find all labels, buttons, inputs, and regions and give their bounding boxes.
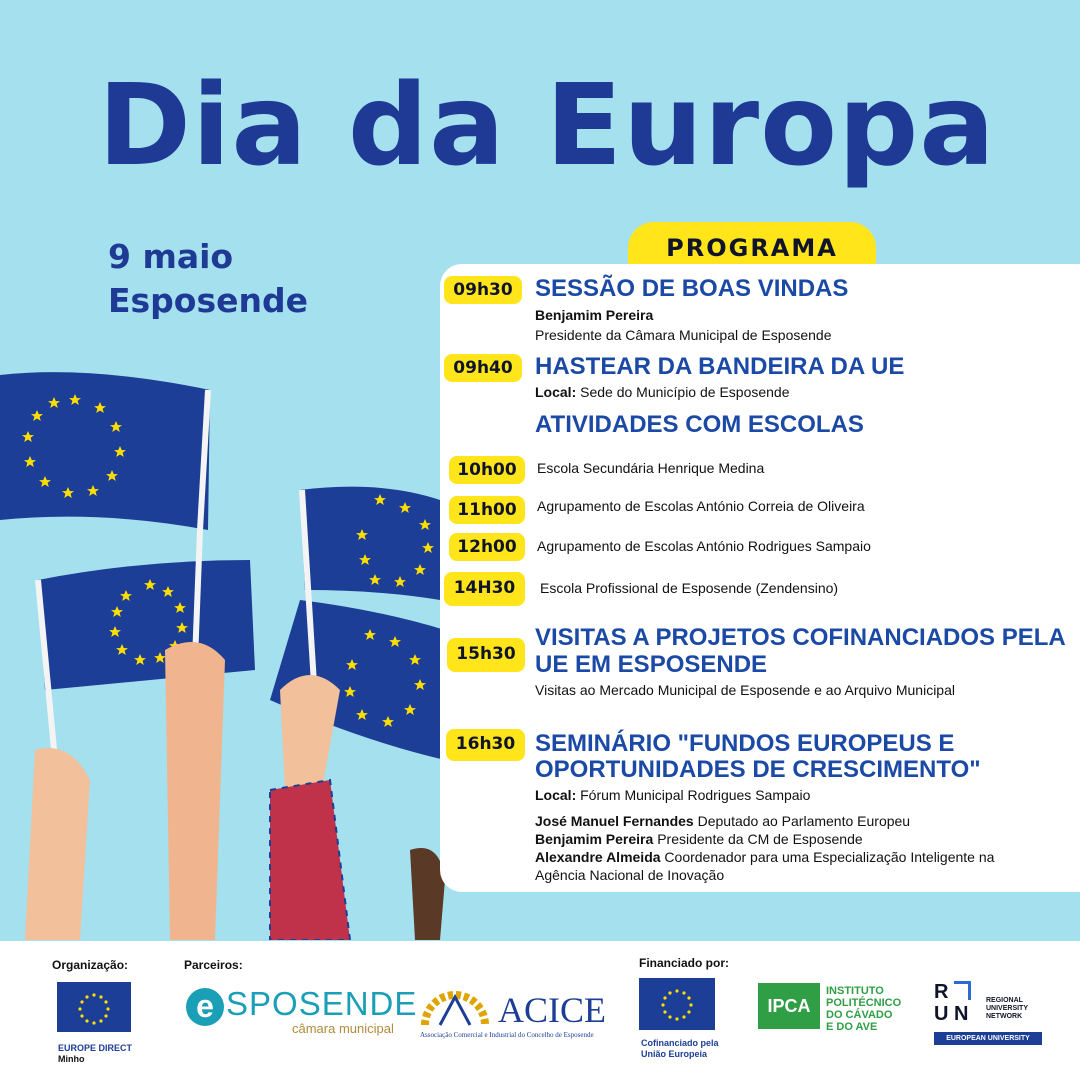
school-item: Escola Secundária Henrique Medina bbox=[537, 460, 765, 476]
cofinanciado-text: Cofinanciado pela bbox=[641, 1038, 719, 1048]
time-badge: 12h00 bbox=[449, 533, 525, 561]
speaker-name: Alexandre Almeida bbox=[535, 849, 661, 865]
speaker-role: Presidente da CM de Esposende bbox=[657, 831, 863, 847]
organizacao-label: Organização: bbox=[52, 958, 129, 972]
time-badge: 11h00 bbox=[449, 496, 525, 524]
session-title: ATIVIDADES COM ESCOLAS bbox=[535, 411, 864, 438]
ipca-name-line: E DO AVE bbox=[826, 1021, 878, 1033]
date-location bbox=[108, 235, 308, 323]
esposende-e-icon: e bbox=[186, 988, 224, 1026]
session-location bbox=[535, 787, 810, 803]
speaker-line bbox=[535, 813, 910, 829]
run-letter: U bbox=[934, 1003, 949, 1025]
run-name bbox=[986, 997, 1028, 1021]
event-place: Esposende bbox=[108, 281, 308, 320]
eu-flag-logo bbox=[639, 978, 715, 1030]
time-badge: 14H30 bbox=[444, 572, 525, 606]
esposende-logo-text: SPOSENDE bbox=[226, 985, 418, 1022]
acice-logo-text: ACICE bbox=[498, 990, 606, 1030]
europe-direct-text: EUROPE DIRECT bbox=[58, 1043, 133, 1053]
run-letter: R bbox=[934, 981, 949, 1003]
ipca-name-line: POLITÉCNICO bbox=[826, 997, 902, 1009]
session-description: Visitas ao Mercado Municipal de Esposende e ao Arquivo Municipal bbox=[535, 682, 955, 698]
ipca-name bbox=[826, 985, 901, 1033]
esposende-sub: câmara municipal bbox=[292, 1021, 394, 1036]
ipca-logo bbox=[758, 983, 820, 1029]
run-bracket-icon bbox=[954, 981, 971, 1000]
school-item: Agrupamento de Escolas António Rodrigues Sampaio bbox=[537, 538, 871, 554]
school-item: Agrupamento de Escolas António Correia de Oliveira bbox=[537, 498, 865, 514]
speaker-role: Deputado ao Parlamento Europeu bbox=[697, 813, 911, 829]
event-date: 9 maio bbox=[108, 237, 234, 276]
time-badge: 16h30 bbox=[446, 729, 525, 761]
run-name-line: REGIONAL bbox=[986, 997, 1023, 1004]
time-badge: 09h30 bbox=[444, 276, 522, 304]
run-name-line: NETWORK bbox=[986, 1013, 1023, 1020]
run-letter: N bbox=[954, 1003, 969, 1025]
speaker-name bbox=[535, 307, 653, 323]
session-title: VISITAS A PROJETOS COFINANCIADOS PELA bbox=[535, 624, 1066, 651]
school-item: Escola Profissional de Esposende (Zendensino) bbox=[540, 580, 839, 596]
speaker-role: Coordenador para uma Especialização Inteligente na bbox=[664, 849, 995, 865]
run-letters bbox=[934, 981, 971, 1025]
ipca-logo-text: IPCA bbox=[767, 996, 811, 1016]
time-badge: 10h00 bbox=[449, 456, 525, 484]
run-name-line: UNIVERSITY bbox=[986, 1005, 1029, 1012]
local-label: Local: bbox=[535, 787, 577, 803]
speaker-line bbox=[535, 831, 863, 847]
session-title: SESSÃO DE BOAS VINDAS bbox=[535, 275, 849, 302]
acice-gear-icon bbox=[420, 985, 490, 1031]
financiado-label: Financiado por: bbox=[639, 956, 729, 970]
europe-direct-sub: Minho bbox=[58, 1054, 85, 1064]
speaker-name-text: Benjamim Pereira bbox=[535, 307, 654, 323]
time-badge: 09h40 bbox=[444, 354, 522, 382]
session-location bbox=[535, 384, 790, 400]
time-badge: 15h30 bbox=[447, 638, 525, 672]
speaker-role-continued: Agência Nacional de Inovação bbox=[535, 867, 725, 883]
run-band: EUROPEAN UNIVERSITY bbox=[934, 1032, 1042, 1045]
session-title-line-2: UE EM ESPOSENDE bbox=[535, 651, 768, 678]
session-title: HASTEAR DA BANDEIRA DA UE bbox=[535, 353, 905, 380]
ipca-name-line: DO CÁVADO bbox=[826, 1009, 893, 1021]
local-label: Local: bbox=[535, 384, 577, 400]
local-value: Fórum Municipal Rodrigues Sampaio bbox=[580, 787, 811, 803]
acice-sub: Associação Comercial e Industrial do Concelho de Esposende bbox=[420, 1031, 594, 1039]
eu-flags-illustration bbox=[0, 360, 470, 940]
speaker-name: Benjamim Pereira bbox=[535, 831, 654, 847]
speaker-role: Presidente da Câmara Municipal de Esposende bbox=[535, 327, 832, 343]
eu-stars-icon bbox=[57, 982, 131, 1032]
local-value: Sede do Município de Esposende bbox=[580, 384, 790, 400]
cofinanciado-text-2: União Europeia bbox=[641, 1049, 708, 1059]
eu-stars-icon bbox=[639, 978, 715, 1030]
programa-label: PROGRAMA bbox=[666, 234, 838, 262]
europe-direct-logo bbox=[57, 982, 131, 1032]
speaker-line bbox=[535, 849, 994, 865]
ipca-name-line: INSTITUTO bbox=[826, 985, 884, 997]
speaker-name: José Manuel Fernandes bbox=[535, 813, 694, 829]
session-title: SEMINÁRIO "FUNDOS EUROPEUS E bbox=[535, 730, 955, 757]
session-title-line-2: OPORTUNIDADES DE CRESCIMENTO" bbox=[535, 756, 981, 783]
parceiros-label: Parceiros: bbox=[184, 958, 243, 972]
footer bbox=[0, 941, 1080, 1080]
page-title: Dia da Europa bbox=[98, 61, 996, 191]
